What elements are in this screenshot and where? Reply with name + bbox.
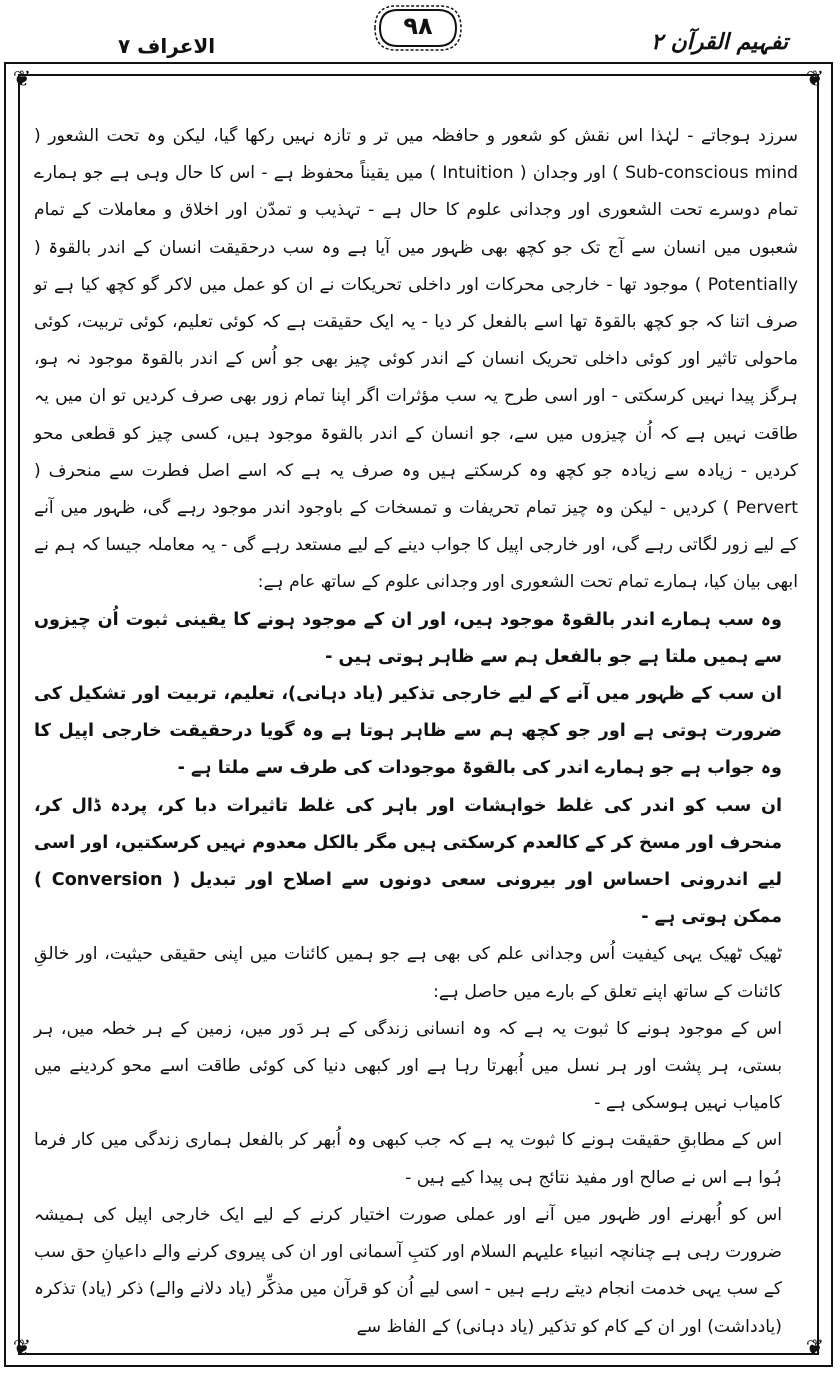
- paragraph-3: ان سب کے ظہور میں آنے کے لیے خارجی تذکیر (یاد دہانی)، تعلیم، تربیت اور تشکیل کی ضرورت ہوتی ہے اور جو کچھ ہم سے ظاہر ہوتا ہے وہ گویا درحقیقت خارجی اپیل کا وہ جواب ہے جو ہمارے اندر کی بالقوۃ موجودات کی طرف سے ملتا ہے -: [34, 684, 782, 779]
- paragraph-1: سرزد ہوجاتے - لہٰذا اس نقش کو شعور و حافظہ میں تر و تازہ نہیں رکھا گیا، لیکن وہ تحت الشعور ( Sub-conscious mind ) اور وجدان ( Intuition ) میں یقیناً محفوظ ہے - اس کا حال وہی ہے جو ہمارے تمام دوسرے تحت الشعوری اور وجدانی علوم کا حال ہے - تہذیب و تمدّن اور اخلاق و معاملات کے تمام شعبوں میں انسان سے آج تک جو کچھ بھی ظہور میں آیا ہے وہ سب درحقیقت انسان کے اندر بالقوۃ ( Potentially ) موجود تھا - خارجی محرکات اور داخلی تحریکات نے ان کو عمل میں لاکر گو کچھ کیا ہے تو صرف اتنا کہ جو کچھ بالقوۃ تھا اسے بالفعل کر دیا - یہ ایک حقیقت ہے کہ کوئی تعلیم، کوئی تربیت، کوئی ماحولی تاثیر اور کوئی داخلی تحریک انسان کے اندر کوئی چیز بھی جو اُس کے اندر بالقوۃ موجود نہ ہو، ہرگز پیدا نہیں کرسکتی - اور اسی طرح یہ سب مؤثرات اگر اپنا تمام زور بھی صرف کردیں تو ان میں یہ طاقت نہیں ہے کہ اُن چیزوں میں سے، جو انسان کے اندر بالقوۃ موجود ہیں، کسی چیز کو قطعی محو کردیں - زیادہ سے زیادہ جو کچھ وہ کرسکتے ہیں وہ صرف یہ ہے کہ اسے اصل فطرت سے منحرف ( Pervert ) کردیں - لیکن وہ چیز تمام تحریفات و تمسخات کے باوجود اندر موجود رہے گی، ظہور میں آنے کے لیے زور لگاتی رہے گی، اور خارجی اپیل کا جواب دینے کے لیے مستعد رہے گی - یہ معاملہ جیسا کہ ہم نے ابھی بیان کیا، ہمارے تمام تحت الشعوری اور وجدانی علوم کے ساتھ عام ہے:: [34, 126, 798, 593]
- page-number-badge: [372, 4, 464, 52]
- page-body: [34, 118, 798, 1358]
- page-number: ۹۸: [403, 12, 433, 40]
- corner-ornament-icon: ❦: [12, 1336, 32, 1361]
- corner-ornament-icon: ❦: [12, 67, 32, 92]
- corner-ornament-icon: ❦: [805, 67, 825, 92]
- corner-ornament-icon: ❦: [805, 1336, 825, 1361]
- paragraph-8: اس کو اُبھرنے اور ظہور میں آنے اور عملی صورت اختیار کرنے کے لیے ایک خارجی اپیل کی ہمیشہ ضرورت رہی ہے چنانچہ انبیاء علیہم السلام اور کتبِ آسمانی اور ان کی پیروی کرنے والے داعیانِ حق سب کے سب یہی خدمت انجام دیتے رہے ہیں - اسی لیے اُن کو قرآن میں مذکِّر (یاد دلانے والے) ذکر (یاد) تذکرہ (یادداشت) اور ان کے کام کو تذکیر (یاد دہانی) کے الفاظ سے: [34, 1204, 782, 1337]
- paragraph-4: ان سب کو اندر کی غلط خواہشات اور باہر کی غلط تاثیرات دبا کر، پردہ ڈال کر، منحرف اور مسخ کر کے کالعدم کرسکتی ہیں مگر بالکل معدوم نہیں کرسکتیں، اور اسی لیے اندرونی احساس اور بیرونی سعی دونوں سے اصلاح اور تبدیل ( Conversion ) ممکن ہوتی ہے -: [33, 795, 783, 928]
- book-title: تفہیم القرآن ۲: [651, 30, 788, 55]
- paragraph-5: ٹھیک ٹھیک یہی کیفیت اُس وجدانی علم کی بھی ہے جو ہمیں کائنات میں اپنی حقیقی حیثیت، اور خالقِ کائنات کے ساتھ اپنے تعلق کے بارے میں حاصل ہے:: [34, 944, 782, 1002]
- paragraph-7: اس کے مطابقِ حقیقت ہونے کا ثبوت یہ ہے کہ جب کبھی وہ اُبھر کر بالفعل ہماری زندگی میں کار فرما ہُوا ہے اس نے صالح اور مفید نتائج ہی پیدا کیے ہیں -: [34, 1130, 782, 1188]
- paragraph-6: اس کے موجود ہونے کا ثبوت یہ ہے کہ وہ انسانی زندگی کے ہر دَور میں، زمین کے ہر خطہ میں، ہر بستی، ہر پشت اور ہر نسل میں اُبھرتا رہا ہے اور کبھی دنیا کی کوئی طاقت اسے محو کردینے میں کامیاب نہیں ہوسکی ہے -: [34, 1018, 782, 1114]
- surah-label: الاعراف ۷: [118, 34, 216, 58]
- paragraph-2: وہ سب ہمارے اندر بالقوۃ موجود ہیں، اور ان کے موجود ہونے کا یقینی ثبوت اُن چیزوں سے ہمیں ملتا ہے جو بالفعل ہم سے ظاہر ہوتی ہیں -: [34, 609, 782, 667]
- page-header: [0, 0, 840, 62]
